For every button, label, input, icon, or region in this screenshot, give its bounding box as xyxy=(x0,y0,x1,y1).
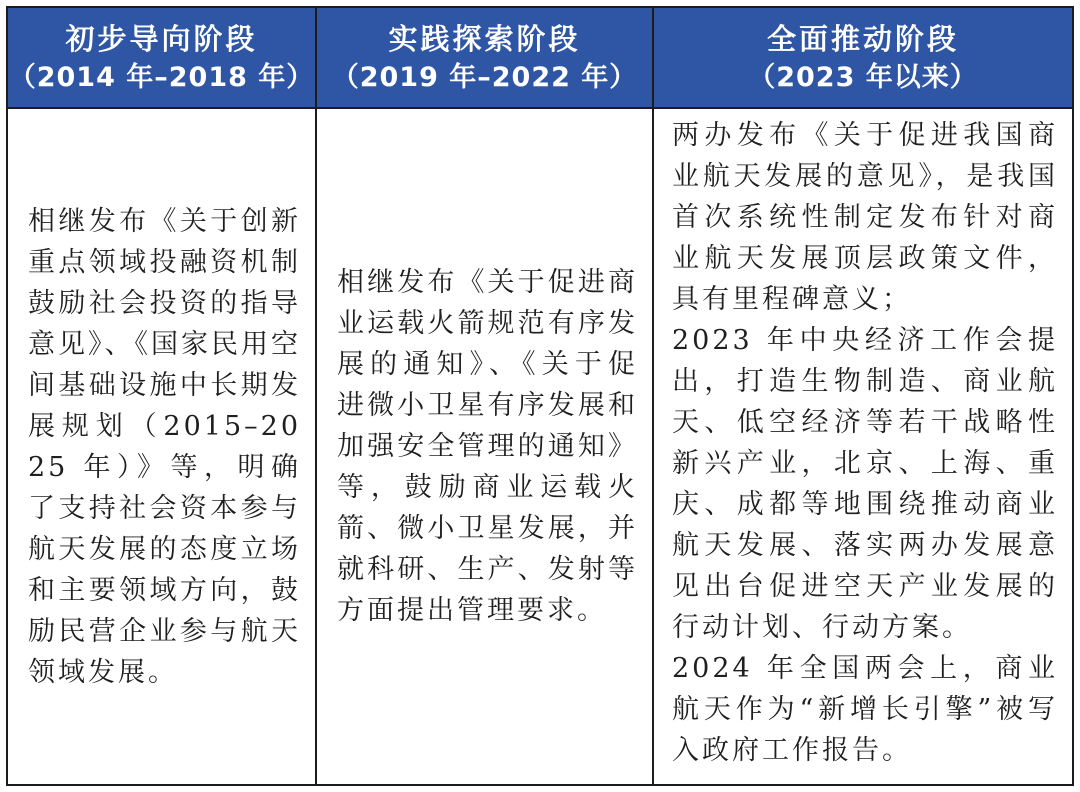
comprehensive-promotion-description-cell xyxy=(653,108,1073,785)
stage-name: 初步导向阶段 xyxy=(65,21,258,56)
initial-guidance-description-cell xyxy=(7,108,316,785)
stage-description xyxy=(8,201,315,693)
stage-description xyxy=(654,109,1072,771)
stage-name: 实践探索阶段 xyxy=(388,21,581,56)
practice-exploration-description-cell xyxy=(316,108,653,785)
table-header-row xyxy=(7,7,1073,108)
description-paragraph: 相继发布《关于创新重点领域投融资机制鼓励社会投资的指导意见》、《国家民用空间基础设施中长期发展规划（2015–2025 年）》等，明确了支持社会资本参与航天发展的态度立场和主要领域方向，鼓励民营企业参与航天领域发展。 xyxy=(28,205,301,688)
stage-period: （2019 年–2022 年） xyxy=(331,61,638,93)
description-paragraph: 两办发布《关于促进我国商业航天发展的意见》，是我国首次系统性制定发布针对商业航天发展顶层政策文件，具有里程碑意义； xyxy=(672,120,1058,315)
header-initial-guidance-stage xyxy=(7,7,316,108)
table-body-row xyxy=(7,108,1073,785)
stage-name: 全面推动阶段 xyxy=(766,21,959,56)
header-comprehensive-promotion-stage xyxy=(653,7,1073,108)
description-paragraph: 2023 年中央经济工作会提出，打造生物制造、商业航天、低空经济等若干战略性新兴产业，北京、上海、重庆、成都等地围绕推动商业航天发展、落实两办发展意见出台促进空天产业发展的行动计划、行动方案。 xyxy=(672,325,1058,643)
stage-period: （2014 年–2018 年） xyxy=(8,61,315,93)
stage-period: （2023 年以来） xyxy=(748,61,978,93)
stage-description xyxy=(317,262,652,631)
description-paragraph: 2024 年全国两会上，商业航天作为“新增长引擎”被写入政府工作报告。 xyxy=(672,653,1058,766)
policy-stages-table xyxy=(6,6,1074,786)
header-practice-exploration-stage xyxy=(316,7,653,108)
description-paragraph: 相继发布《关于促进商业运载火箭规范有序发展的通知》、《关于促进微小卫星有序发展和加强安全管理的通知》等，鼓励商业运载火箭、微小卫星发展，并就科研、生产、发射等方面提出管理要求。 xyxy=(337,267,638,626)
